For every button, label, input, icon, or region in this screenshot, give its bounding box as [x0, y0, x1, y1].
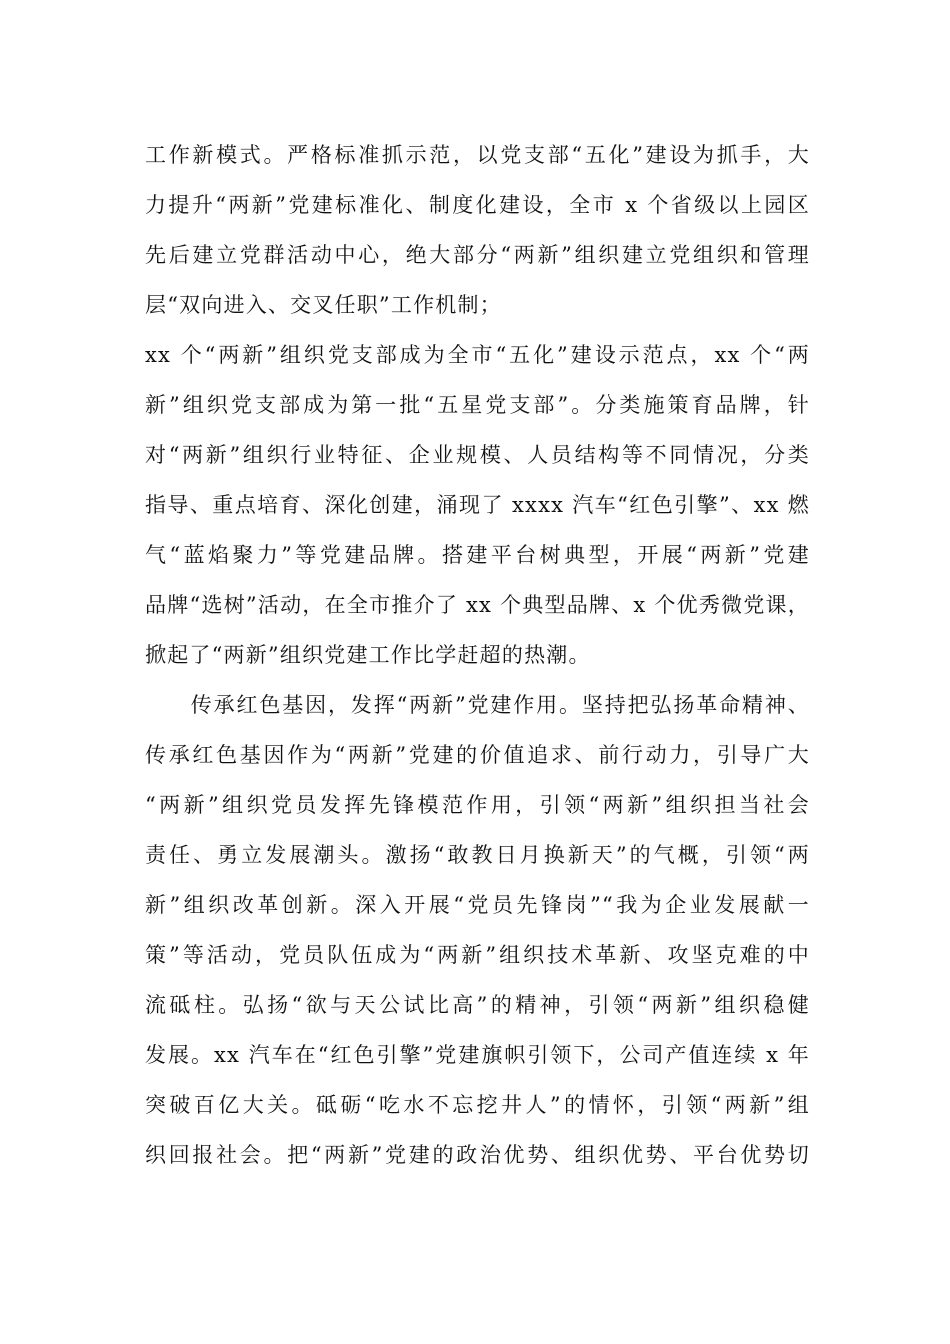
- text-line: 织回报社会。把“两新”党建的政治优势、组织优势、平台优势切: [145, 1143, 810, 1167]
- text-line: 责任、勇立发展潮头。激扬“敢教日月换新天”的气概，引领“两: [145, 843, 810, 867]
- paragraph-3: [145, 680, 810, 1180]
- text-line: xx 个“两新”组织党支部成为全市“五化”建设示范点，xx 个“两: [145, 343, 810, 367]
- text-line: 传承红色基因作为“两新”党建的价值追求、前行动力，引导广大: [145, 743, 810, 767]
- document-page: [145, 130, 810, 1180]
- paragraph-2: [145, 330, 810, 680]
- text-line: 层“双向进入、交叉任职”工作机制；: [145, 293, 502, 317]
- text-line: 新”组织党支部成为第一批“五星党支部”。分类施策育品牌，针: [145, 393, 810, 417]
- text-line: 突破百亿大关。砥砺“吃水不忘挖井人”的情怀，引领“两新”组: [145, 1093, 810, 1117]
- text-line: 工作新模式。严格标准抓示范，以党支部“五化”建设为抓手，大: [145, 143, 810, 167]
- text-line: “两新”组织党员发挥先锋模范作用，引领“两新”组织担当社会: [145, 793, 810, 817]
- text-line: 策”等活动，党员队伍成为“两新”组织技术革新、攻坚克难的中: [145, 943, 810, 967]
- paragraph-1: [145, 130, 810, 330]
- text-line: 先后建立党群活动中心，绝大部分“两新”组织建立党组织和管理: [145, 243, 810, 267]
- text-line: 力提升“两新”党建标准化、制度化建设，全市 x 个省级以上园区: [145, 193, 810, 217]
- text-line: 掀起了“两新”组织党建工作比学赶超的热潮。: [145, 643, 591, 667]
- text-line: 对“两新”组织行业特征、企业规模、人员结构等不同情况，分类: [145, 443, 810, 467]
- text-line: 品牌“选树”活动，在全市推介了 xx 个典型品牌、x 个优秀微党课，: [145, 593, 810, 617]
- text-line: 气“蓝焰聚力”等党建品牌。搭建平台树典型，开展“两新”党建: [145, 543, 810, 567]
- text-line: 发展。xx 汽车在“红色引擎”党建旗帜引领下，公司产值连续 x 年: [145, 1043, 810, 1067]
- text-line: 指导、重点培育、深化创建，涌现了 xxxx 汽车“红色引擎”、xx 燃: [145, 493, 810, 517]
- text-line: 新”组织改革创新。深入开展“党员先锋岗”“我为企业发展献一: [145, 893, 810, 917]
- text-line: 流砥柱。弘扬“欲与天公试比高”的精神，引领“两新”组织稳健: [145, 993, 810, 1017]
- text-line: 传承红色基因，发挥“两新”党建作用。坚持把弘扬革命精神、: [145, 693, 810, 717]
